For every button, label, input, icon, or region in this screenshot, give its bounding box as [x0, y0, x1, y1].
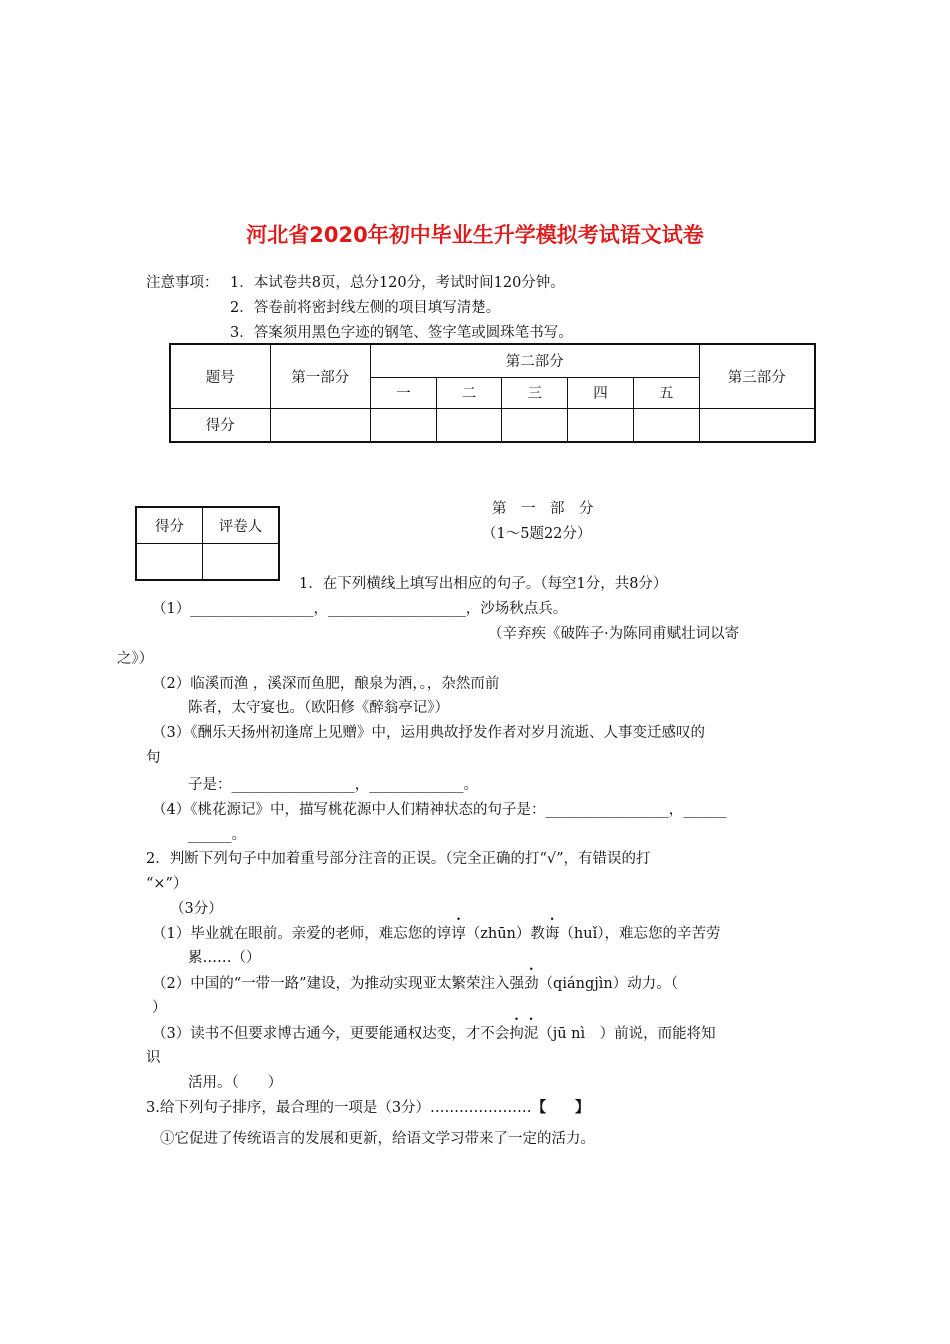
score-table-col-5: 五: [633, 377, 699, 408]
notice-item-1: 1．本试卷共8页，总分120分，考试时间120分钟。: [230, 275, 565, 291]
score-table-col-1: 一: [371, 377, 437, 408]
q2-points: （3分）: [170, 901, 223, 917]
notice-item-3: 3．答案须用黑色字迹的钢笔、签字笔或圆珠笔书写。: [230, 325, 573, 341]
q1-stem: 1．在下列横线上填写出相应的句子。（每空1分，共8分）: [299, 576, 668, 592]
q1-item-4: （4）《桃花源记》中，描写桃花源中人们精神状态的句子是：_________________，______: [152, 802, 727, 818]
q3-sentence-1: ①它促进了传统语言的发展和更新，给语文学习带来了一定的活力。: [160, 1131, 595, 1147]
q1-item-2: （2）临溪而渔 ，溪深而鱼肥，酿泉为酒，。，杂然而前: [152, 676, 500, 692]
score-table-col-4: 四: [568, 377, 634, 408]
q2-item-2: [152, 972, 678, 993]
q2-item-1-pre: （1）毕业就在眼前。亲爱的老师，难忘您的谆: [152, 926, 452, 942]
score-table-part2: 第二部分: [371, 344, 700, 377]
score-table-part1: 第一部分: [270, 344, 371, 408]
notice-item-2: 2．答卷前将密封线左侧的项目填写清楚。: [230, 300, 501, 316]
q3-stem: [146, 1096, 590, 1117]
q2-item-1-post: （huǐ），难忘您的辛苦劳: [559, 926, 721, 942]
q2-stem: 2．判断下列句子中加着重号部分注音的正误。（完全正确的打“√”，有错误的打: [146, 851, 651, 867]
emphasis-dot-char: 泥: [523, 1026, 539, 1042]
exam-title: 河北省2020年初中毕业生升学模拟考试语文试卷: [246, 223, 704, 247]
q1-item-2-cont: 陈者，太守宴也。（欧阳修《醉翁亭记》）: [188, 700, 449, 716]
q2-stem-cont: “×”）: [146, 876, 188, 892]
grader-score-cell[interactable]: [136, 543, 203, 580]
emphasis-dot-char: 劲: [524, 976, 539, 992]
score-table: [169, 343, 816, 443]
emphasis-dot-char: 拘: [509, 1026, 524, 1042]
q1-item-1-source: （辛弃疾《破阵子·为陈同甫赋壮词以寄: [488, 626, 740, 642]
section-title: 第 一 部 分: [492, 501, 594, 517]
grader-name-cell[interactable]: [203, 543, 280, 580]
score-cell-part1[interactable]: [270, 408, 371, 442]
q2-item-1-mid: （zhūn）教: [465, 926, 545, 942]
q1-item-3: （3）《酬乐天扬州初逢席上见赠》中，运用典故抒发作者对岁月流逝、人事变迁感叹的: [152, 725, 705, 741]
emphasis-dot-char: 谆: [451, 926, 466, 942]
section-subtitle: （1～5题22分）: [482, 526, 592, 542]
grader-box-pingjuanren: 评卷人: [203, 507, 280, 543]
q1-item-4-cont: ______。: [188, 827, 246, 843]
score-table-defen: 得分: [170, 408, 270, 442]
q2-item-3-pre: （3）读书不但要求博古通今，更要能通权达变，才不会: [152, 1026, 510, 1042]
q2-item-1-cont: 累……（）: [188, 950, 261, 966]
score-cell-2[interactable]: [436, 408, 502, 442]
score-table-col-3: 三: [502, 377, 568, 408]
q1-item-3-wrap: 句: [146, 750, 161, 766]
grader-box: [135, 506, 280, 581]
q1-item-1-source-end: 之》）: [117, 651, 154, 667]
q2-item-2-post: （qiángjìn）动力。（: [538, 976, 678, 992]
score-table-col-2: 二: [436, 377, 502, 408]
notice-label: 注意事项：: [146, 275, 219, 291]
score-table-tihao: 题号: [170, 344, 270, 408]
q1-item-3-blanks: 子是：_________________，_____________。: [188, 777, 478, 793]
q2-item-1: [152, 922, 720, 943]
q1-item-1: （1）_________________，___________________，沙场秋点兵。: [152, 601, 568, 617]
grader-box-defen: 得分: [136, 507, 203, 543]
emphasis-dot-char: 诲: [544, 926, 560, 942]
q2-item-3-wrap: 识: [146, 1050, 161, 1066]
q2-item-3-post: （jū nì ）前说，而能将知: [538, 1026, 716, 1042]
q2-item-2-pre: （2）中国的“一带一路”建设，为推动实现亚太繁荣注入强: [152, 976, 525, 992]
q2-item-3: [152, 1022, 716, 1043]
q3-stem-text: 3.给下列句子排序，最合理的一项是（3分）…………………: [146, 1100, 532, 1116]
score-cell-3[interactable]: [502, 408, 568, 442]
score-cell-4[interactable]: [568, 408, 634, 442]
score-cell-5[interactable]: [633, 408, 699, 442]
q2-item-3-cont: 活用。（ ）: [188, 1075, 283, 1091]
score-table-part3: 第三部分: [699, 344, 815, 408]
q3-answer-bracket[interactable]: 【 】: [531, 1099, 590, 1116]
score-cell-part3[interactable]: [699, 408, 815, 442]
q2-item-2-cont: ）: [152, 1000, 167, 1016]
score-cell-1[interactable]: [371, 408, 437, 442]
